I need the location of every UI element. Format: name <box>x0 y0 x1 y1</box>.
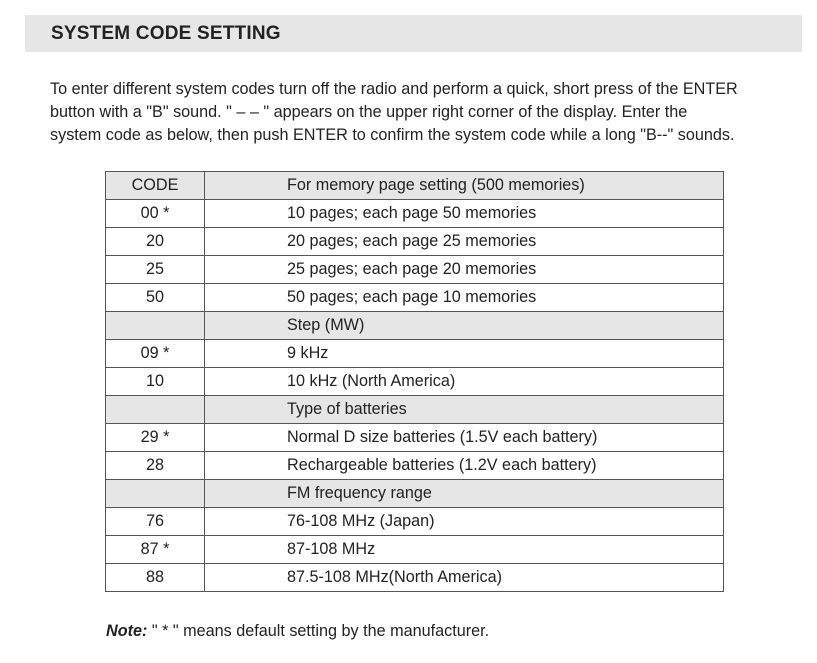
code-cell: 20 <box>106 228 205 256</box>
description-cell: 10 kHz (North America) <box>205 368 724 396</box>
description-cell: 20 pages; each page 25 memories <box>205 228 724 256</box>
intro-line: button with a "B" sound. " – – " appears on the upper right corner of the display. Enter the <box>50 103 688 121</box>
description-cell: 87-108 MHz <box>205 536 724 564</box>
intro-line: To enter different system codes turn off the radio and perform a quick, short press of the ENTER <box>50 80 738 98</box>
description-cell: 10 pages; each page 50 memories <box>205 200 724 228</box>
table-section-header-row <box>106 480 724 508</box>
table-row <box>106 256 724 284</box>
table-row <box>106 228 724 256</box>
note-label: Note: <box>106 622 148 640</box>
system-code-table-body <box>106 172 724 592</box>
intro-paragraph <box>50 78 810 147</box>
description-cell: 9 kHz <box>205 340 724 368</box>
code-cell <box>106 396 205 424</box>
code-cell: 50 <box>106 284 205 312</box>
table-row <box>106 284 724 312</box>
table-row <box>106 368 724 396</box>
code-cell: 09 * <box>106 340 205 368</box>
code-cell: CODE <box>106 172 205 200</box>
table-row <box>106 564 724 592</box>
description-cell: 25 pages; each page 20 memories <box>205 256 724 284</box>
description-cell: 50 pages; each page 10 memories <box>205 284 724 312</box>
table-section-header-row <box>106 172 724 200</box>
description-cell: For memory page setting (500 memories) <box>205 172 724 200</box>
table-row <box>106 508 724 536</box>
description-cell: Normal D size batteries (1.5V each battery) <box>205 424 724 452</box>
table-row <box>106 536 724 564</box>
table-row <box>106 200 724 228</box>
code-cell: 76 <box>106 508 205 536</box>
code-cell: 29 * <box>106 424 205 452</box>
table-row <box>106 340 724 368</box>
code-cell: 00 * <box>106 200 205 228</box>
code-cell: 87 * <box>106 536 205 564</box>
table-section-header-row <box>106 312 724 340</box>
section-header <box>25 15 802 52</box>
description-cell: 76-108 MHz (Japan) <box>205 508 724 536</box>
description-cell: FM frequency range <box>205 480 724 508</box>
table-row <box>106 452 724 480</box>
code-cell: 25 <box>106 256 205 284</box>
page-title: SYSTEM CODE SETTING <box>51 23 281 44</box>
description-cell: Step (MW) <box>205 312 724 340</box>
description-cell: 87.5-108 MHz(North America) <box>205 564 724 592</box>
note-text: " * " means default setting by the manufacturer. <box>147 622 490 640</box>
system-code-table <box>105 171 724 592</box>
description-cell: Rechargeable batteries (1.2V each battery) <box>205 452 724 480</box>
description-cell: Type of batteries <box>205 396 724 424</box>
code-cell: 10 <box>106 368 205 396</box>
intro-line: system code as below, then push ENTER to confirm the system code while a long "B--" sounds. <box>50 126 735 144</box>
code-cell: 88 <box>106 564 205 592</box>
code-cell: 28 <box>106 452 205 480</box>
note <box>106 622 489 641</box>
table-section-header-row <box>106 396 724 424</box>
table-row <box>106 424 724 452</box>
code-cell <box>106 312 205 340</box>
code-cell <box>106 480 205 508</box>
